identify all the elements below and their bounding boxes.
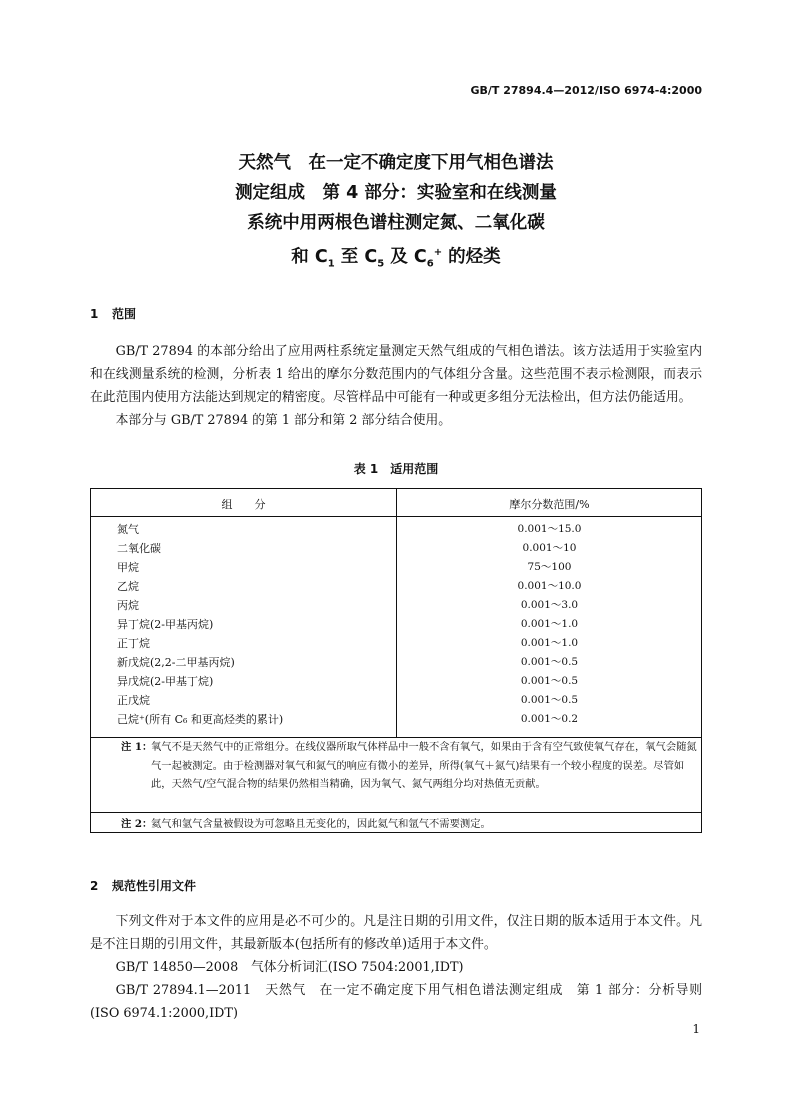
table-row	[91, 711, 701, 730]
section-1-body	[90, 340, 702, 432]
component-name: 异戊烷(2-甲基丁烷)	[117, 675, 214, 688]
document-code: GB/T 27894.4—2012/ISO 6974-4:2000	[470, 84, 702, 97]
table-row	[91, 521, 701, 540]
section-2-paragraph-1: 下列文件对于本文件的应用是必不可少的。凡是注日期的引用文件，仅注日期的版本适用于本文件。凡是不注日期的引用文件，其最新版本(包括所有的修改单)适用于本文件。	[90, 914, 702, 952]
table-row	[91, 540, 701, 559]
column-header-range: 摩尔分数范围/%	[509, 498, 590, 511]
component-name: 乙烷	[117, 580, 139, 593]
table-row	[91, 654, 701, 673]
table-row	[91, 616, 701, 635]
mole-fraction-range: 0.001～0.5	[520, 675, 579, 687]
mole-fraction-range: 75～100	[527, 561, 572, 573]
component-name: 异丁烷(2-甲基丙烷)	[117, 618, 214, 631]
component-name: 二氧化碳	[117, 542, 161, 555]
section-1-paragraph-2: 本部分与 GB/T 27894 的第 1 部分和第 2 部分结合使用。	[115, 413, 452, 428]
section-1-paragraph-1: GB/T 27894 的本部分给出了应用两柱系统定量测定天然气组成的气相色谱法。该方法适用于实验室内和在线测量系统的检测，分析表 1 给出的摩尔分数范围内的气体组分含量。这些范围不表示检测限，而表示在此范围内使用方法能达到规定的精密度。尽管样品中可能有一种或更多组分无法检出，但方法仍能适用。	[90, 344, 702, 405]
table-body	[91, 521, 701, 730]
table-notes	[91, 737, 701, 832]
reference-2: GB/T 27894.1—2011 天然气 在一定不确定度下用气相色谱法测定组成 第 1 部分：分析导则(ISO 6974.1:2000,IDT)	[90, 983, 702, 1021]
mole-fraction-range: 0.001～0.5	[520, 694, 579, 706]
section-1-heading: 1 范围	[90, 307, 137, 321]
component-name: 己烷⁺(所有 C₆ 和更高烃类的累计)	[117, 713, 284, 726]
mole-fraction-range: 0.001～10.0	[517, 580, 582, 592]
component-name: 新戊烷(2,2-二甲基丙烷)	[117, 656, 235, 669]
mole-fraction-range: 0.001～15.0	[517, 523, 582, 535]
component-name: 甲烷	[117, 561, 139, 574]
title-line-2: 测定组成 第 4 部分：实验室和在线测量	[235, 183, 557, 203]
page-number: 1	[692, 1022, 700, 1036]
title-line-3: 系统中用两根色谱柱测定氮、二氧化碳	[247, 213, 545, 233]
component-name: 氮气	[117, 523, 139, 536]
mole-fraction-range: 0.001～1.0	[520, 637, 579, 649]
reference-1: GB/T 14850—2008 气体分析词汇(ISO 7504:2001,IDT)	[115, 960, 464, 975]
mole-fraction-range: 0.001～10	[522, 542, 577, 554]
table-note-2: 注 2： 氦气和氩气含量被假设为可忽略且无变化的，因此氦气和氩气不需要测定。	[91, 812, 701, 835]
table-row	[91, 597, 701, 616]
component-name: 正戊烷	[117, 694, 150, 707]
title-line-4: 和 $C_1$ 至 $C_5$ 及 $C_6^+$ 的烃类	[291, 246, 501, 270]
component-name: 丙烷	[117, 599, 139, 612]
section-2-body	[90, 910, 702, 1025]
mole-fraction-range: 0.001～0.2	[520, 713, 579, 725]
mole-fraction-range: 0.001～3.0	[520, 599, 579, 611]
table-1	[90, 488, 702, 833]
mole-fraction-range: 0.001～0.5	[520, 656, 579, 668]
mole-fraction-range: 0.001～1.0	[520, 618, 579, 630]
table-row	[91, 578, 701, 597]
table-row	[91, 673, 701, 692]
title-line-1: 天然气 在一定不确定度下用气相色谱法	[238, 153, 554, 173]
table-row	[91, 692, 701, 711]
column-header-component: 组 分	[221, 498, 266, 511]
table-row	[91, 559, 701, 578]
table-note-1: 注 1： 氧气不是天然气中的正常组分。在线仪器所取气体样品中一般不含有氧气，如果由于含有空气致使氧气存在，氧气会随氮气一起被测定。由于检测器对氧气和氮气的响应有微小的差异，所得(氧气＋氮气)结果有一个较小程度的误差。尽管如此，天然气/空气混合物的结果仍然相当精确，因为氧气、氮气两组分均对热值无贡献。	[121, 741, 697, 790]
section-2-heading: 2 规范性引用文件	[90, 879, 197, 893]
document-title	[0, 148, 792, 279]
component-name: 正丁烷	[117, 637, 150, 650]
table-1-caption: 表 1 适用范围	[353, 462, 439, 476]
table-row	[91, 635, 701, 654]
